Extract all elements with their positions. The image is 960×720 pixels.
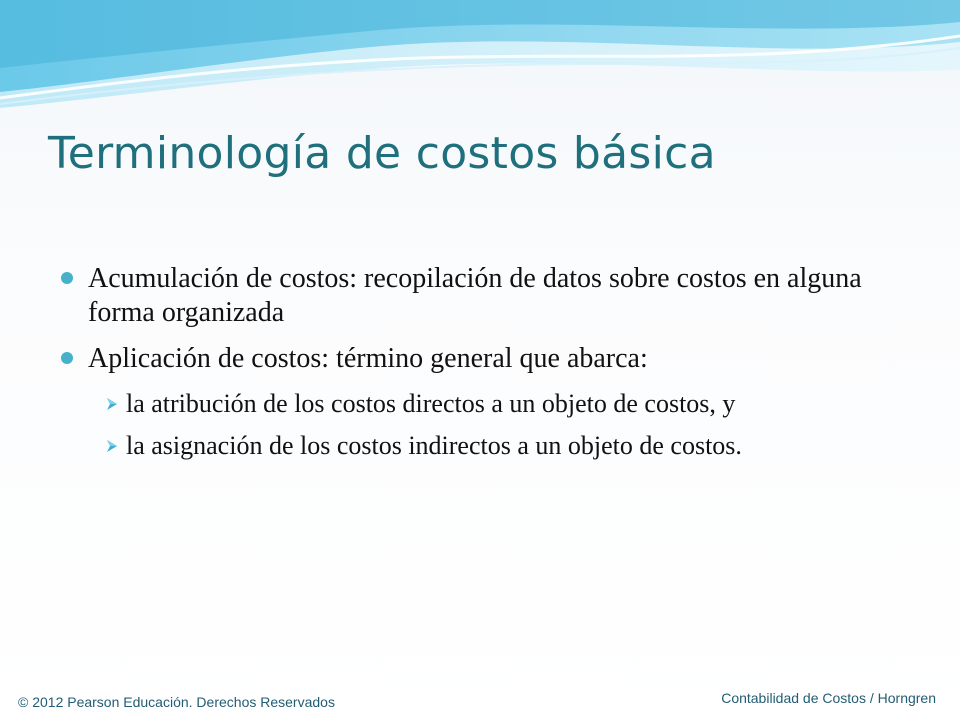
decorative-wave-header: [0, 0, 960, 130]
footer-copyright: © 2012 Pearson Educación. Derechos Reservados: [18, 694, 335, 710]
sub-bullet-text: la atribución de los costos directos a un objeto de costos, y: [126, 389, 736, 418]
bullet-text: Aplicación de costos: término general que abarca:: [88, 343, 648, 374]
arrow-bullet-icon: [104, 438, 120, 454]
slide-content: [58, 262, 908, 472]
sub-bullet-item: [104, 430, 908, 462]
slide-title: Terminología de costos básica: [48, 128, 716, 179]
sub-bullet-text: la asignación de los costos indirectos a un objeto de costos.: [126, 431, 742, 460]
sub-bullet-item: [104, 388, 908, 420]
arrow-bullet-icon: [104, 396, 120, 412]
bullet-item: [58, 342, 908, 376]
bullet-text: Acumulación de costos: recopilación de datos sobre costos en alguna forma organizada: [88, 263, 862, 328]
bullet-dot-icon: [61, 352, 73, 364]
sub-bullet-list: [58, 388, 908, 462]
bullet-item: [58, 262, 908, 330]
bullet-dot-icon: [61, 272, 73, 284]
footer-book-title: Contabilidad de Costos / Horngren: [721, 690, 936, 706]
